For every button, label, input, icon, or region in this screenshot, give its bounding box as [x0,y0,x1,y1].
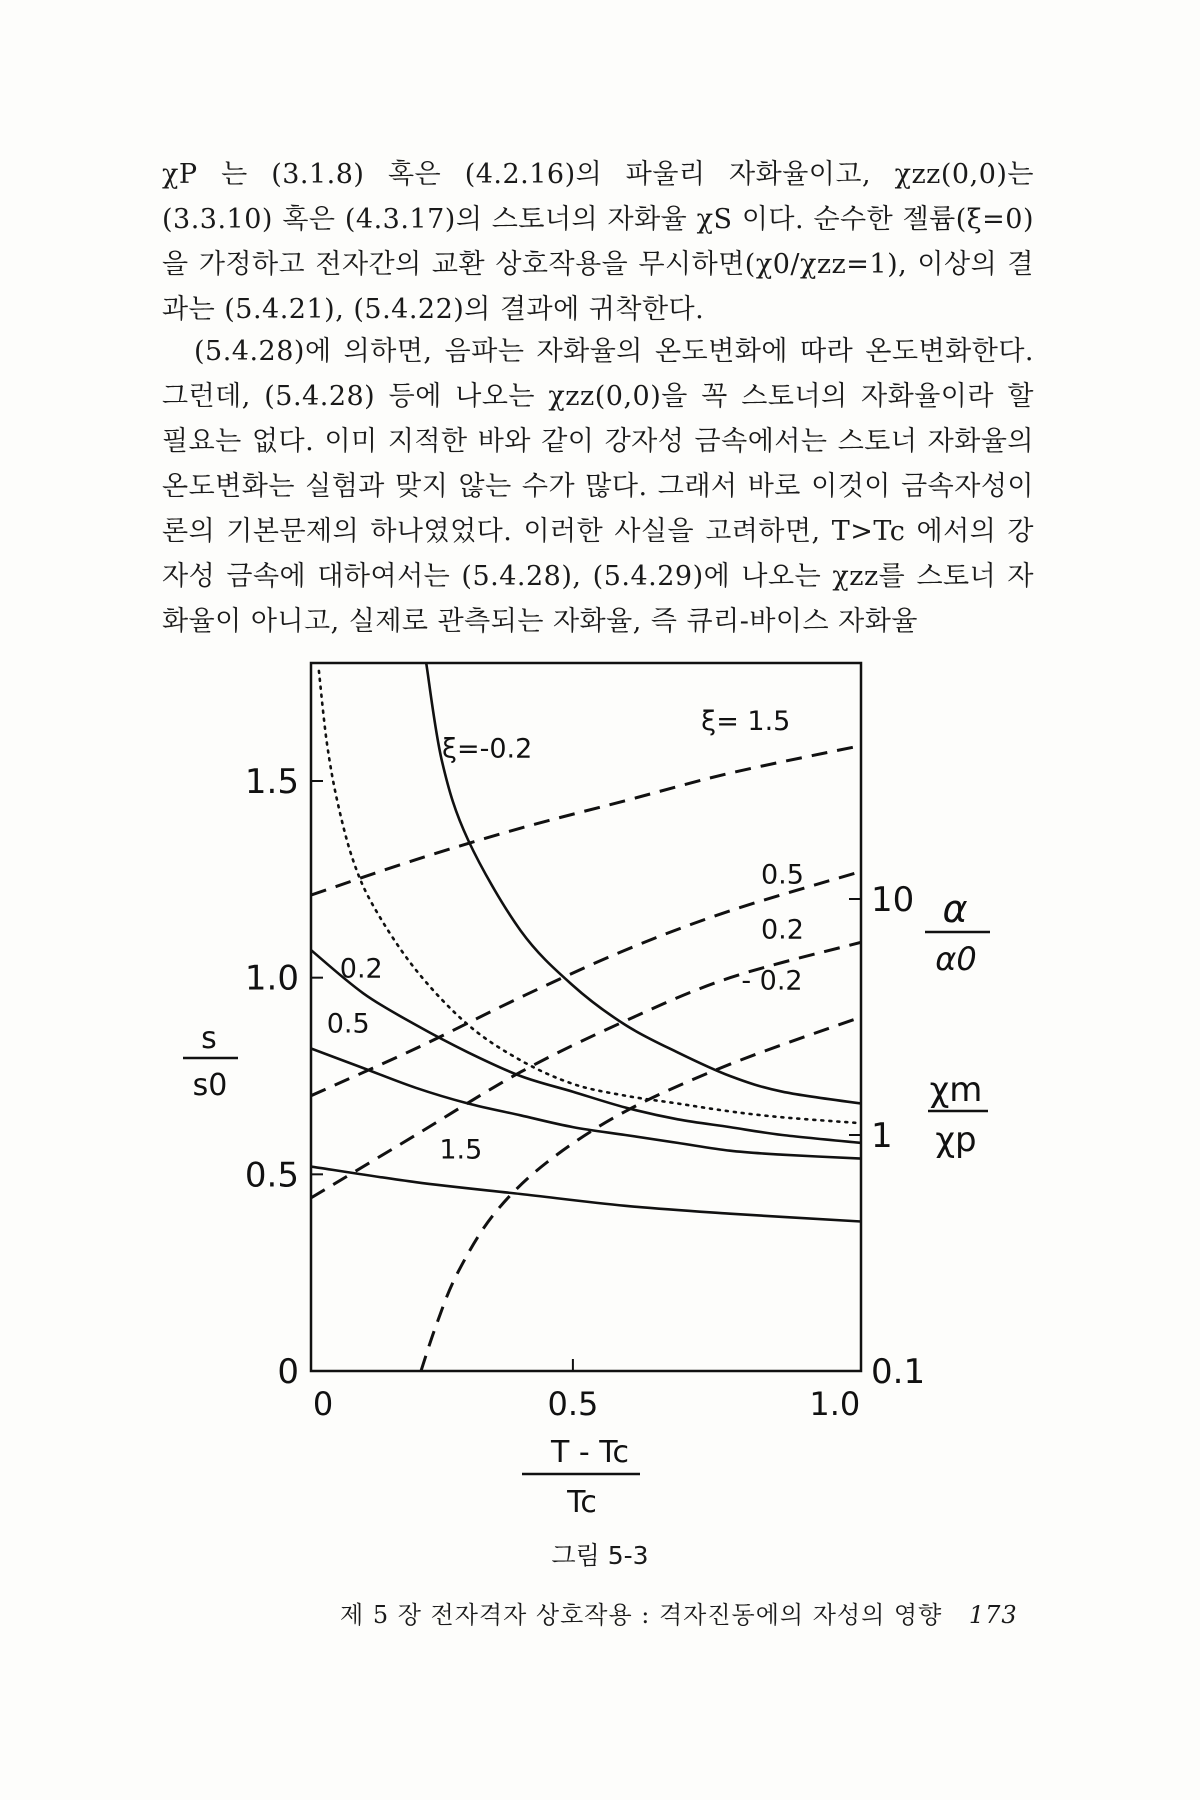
right-axis-label-bottom-num: χm [929,1070,983,1110]
solid-curve-label-3: 1.5 [439,1134,483,1166]
figure-caption: 그림 5-3 [551,1541,649,1570]
left-tick-label-2: 1.0 [244,958,299,999]
dashed-curve-label-1: 0.5 [760,859,804,891]
curve-group [311,663,861,1371]
x-axis-label-num: T - Tc [551,1435,629,1470]
dashed-curve-3 [421,1017,861,1371]
x-tick-label-2: 1.0 [809,1385,861,1423]
right-axis-label-top-den: α0 [935,940,977,978]
x-axis-label-den: Tc [567,1485,597,1520]
paragraph-2: (5.4.28)에 의하면, 음파는 자화율의 온도변화에 따라 온도변화한다. 그런데, (5.4.28) 등에 나오는 χzz(0,0)을 꼭 스토너의 자화율이라 할 필요는 없다. 이미 지적한 바와 같이 강자성 금속에서는 스토너 자화율의 온도변화는 실험과 맞지 않는 수가 많다. 그래서 바로 이것이 금속자성이론의 기본문제의 하나였었다. 이러한 사실을 고려하면, T>Tc 에서의 강자성 금속에 대하여서는 (5.4.28), (5.4.29)에 나오는 χzz를 스토너 자화율이 아니고, 실제로 관측되는 자화율, 즉 큐리-바이스 자화율 [162,336,1034,637]
ticks [245,762,925,1423]
dashed-curve-label-2: 0.2 [760,914,804,946]
right-tick-label-2: 10 [871,880,915,920]
dashed-curve-label-3: - 0.2 [741,965,803,997]
curve-labels [327,706,804,1166]
left-axis-label-den: s0 [192,1068,228,1103]
x-tick-label-0: 0 [312,1385,334,1423]
solid-curve-label-2: 0.5 [326,1008,370,1040]
solid-curve-3 [311,1167,861,1222]
right-axis-label-top-num: α [942,887,968,931]
page-number: 173 [968,1601,1018,1629]
right-tick-label-1: 1 [871,1116,893,1156]
plot-frame [311,663,861,1371]
right-tick-label-0: 0.1 [871,1352,926,1392]
solid-curve-2 [311,1049,861,1159]
left-tick-label-3: 1.5 [244,762,299,802]
chapter-title: 제 5 장 전자격자 상호작용 : 격자진동에의 자성의 영향 [340,1601,943,1629]
dashed-curve-label-0: ξ= 1.5 [701,705,791,737]
left-axis-label-num: s [201,1021,217,1056]
dotted-curve [319,671,861,1123]
right-axis-label-bottom-den: χp [935,1120,977,1160]
page-footer [340,1595,1018,1630]
left-tick-label-0: 0 [277,1352,299,1392]
curves [311,663,861,1371]
solid-curve-label-0: ξ=-0.2 [441,733,533,765]
paragraph-1: χP 는 (3.1.8) 혹은 (4.2.16)의 파울리 자화율이고, χzz(0,0)는 (3.3.10) 혹은 (4.3.17)의 스토너의 자화율 χS 이다. 순수한 젤륨(ξ=0)을 가정하고 전자간의 교환 상호작용을 무시하면(χ0/χzz=1), 이상의 결과는 (5.4.21), (5.4.22)의 결과에 귀착한다. [162,159,1034,325]
left-tick-label-1: 0.5 [244,1155,299,1196]
x-tick-label-1: 0.5 [547,1385,599,1423]
solid-curve-label-1: 0.2 [339,953,383,985]
